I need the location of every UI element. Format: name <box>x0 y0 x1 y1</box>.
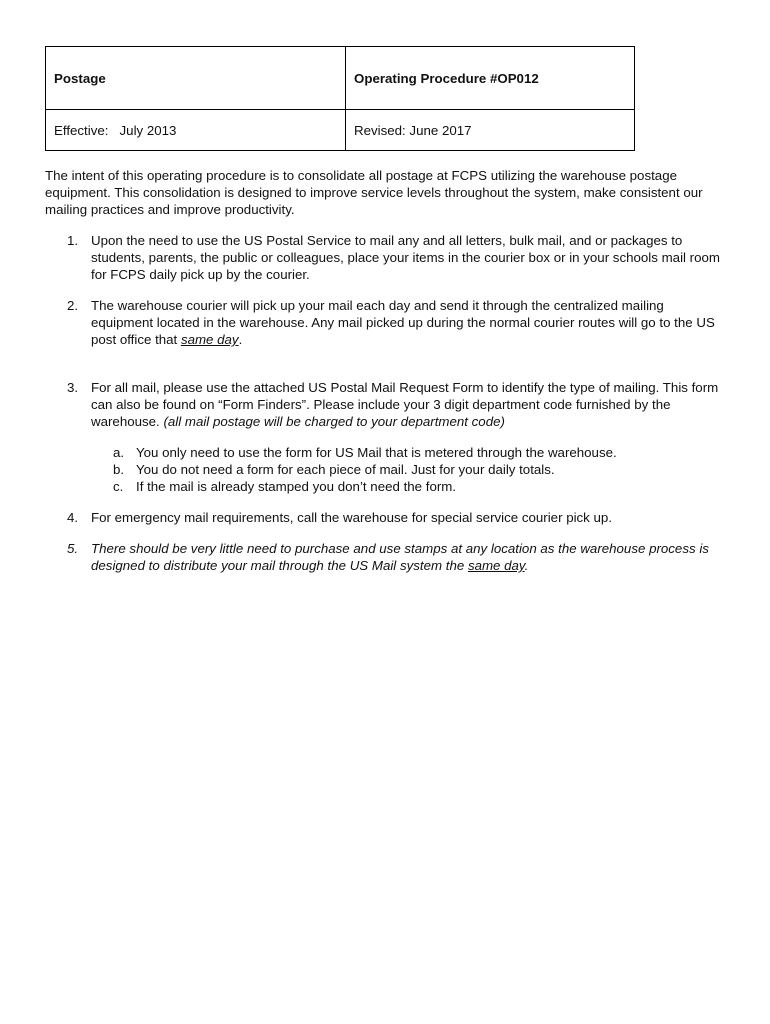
substep-text: If the mail is already stamped you don’t need the form. <box>136 479 457 494</box>
step-text: The warehouse courier will pick up your mail each day and send it through the centralized mailing equipment located in the warehouse. Any mail picked up during the normal courier routes will go to the US post office that <box>91 298 715 347</box>
document-title: Postage <box>46 47 346 110</box>
step-number: 2. <box>67 298 79 313</box>
step-text: Upon the need to use the US Postal Service to mail any and all letters, bulk mail, and or packages to students, parents, the public or colleagues, place your items in the courier box or in your schools mail room for FCPS daily pick up by the courier. <box>91 233 720 282</box>
procedure-step-4 <box>45 509 725 526</box>
substep-letter: b. <box>113 462 125 477</box>
substep-text: You only need to use the form for US Mail that is metered through the warehouse. <box>136 445 617 460</box>
substep-c <box>91 478 725 495</box>
step-text: There should be very little need to purchase and use stamps at any location as the warehouse process is designed to distribute your mail through the US Mail system the <box>91 541 709 573</box>
step-text: For emergency mail requirements, call the warehouse for special service courier pick up. <box>91 510 613 525</box>
substep-letter: c. <box>113 479 124 494</box>
procedure-step-1 <box>45 232 725 283</box>
procedure-step-2 <box>45 297 725 348</box>
substep-text: You do not need a form for each piece of mail. Just for your daily totals. <box>136 462 555 477</box>
procedure-header-table <box>45 46 635 151</box>
procedure-steps <box>45 232 725 574</box>
procedure-step-3 <box>45 379 725 495</box>
effective-date: Effective: July 2013 <box>46 110 346 150</box>
step-text: For all mail, please use the attached US Postal Mail Request Form to identify the type of mailing. This form can also be found on “Form Finders”. Please include your 3 digit department code furnished by the warehouse. <box>91 380 719 429</box>
same-day-emphasis: same day <box>467 558 525 573</box>
substep-b <box>91 461 725 478</box>
step-number: 5. <box>67 541 79 556</box>
step-number: 1. <box>67 233 79 248</box>
step-number: 3. <box>67 380 79 395</box>
step-text-end: . <box>238 332 243 347</box>
procedure-number: Operating Procedure #OP012 <box>346 47 634 110</box>
charge-note: (all mail postage will be charged to your department code) <box>163 414 505 429</box>
step-number: 4. <box>67 510 79 525</box>
same-day-emphasis: same day <box>180 332 239 347</box>
revised-date: Revised: June 2017 <box>354 122 472 138</box>
procedure-step-5 <box>45 540 725 574</box>
procedure-body <box>45 167 725 588</box>
intro-paragraph: The intent of this operating procedure is to consolidate all postage at FCPS utilizing the warehouse postage equipment. This consolidation is designed to improve service levels throughout the system, make consistent our mailing practices and improve productivity. <box>45 168 703 217</box>
step-text-end: . <box>524 558 529 573</box>
substep-letter: a. <box>113 445 125 460</box>
form-substeps <box>91 444 725 495</box>
substep-a <box>91 444 725 461</box>
